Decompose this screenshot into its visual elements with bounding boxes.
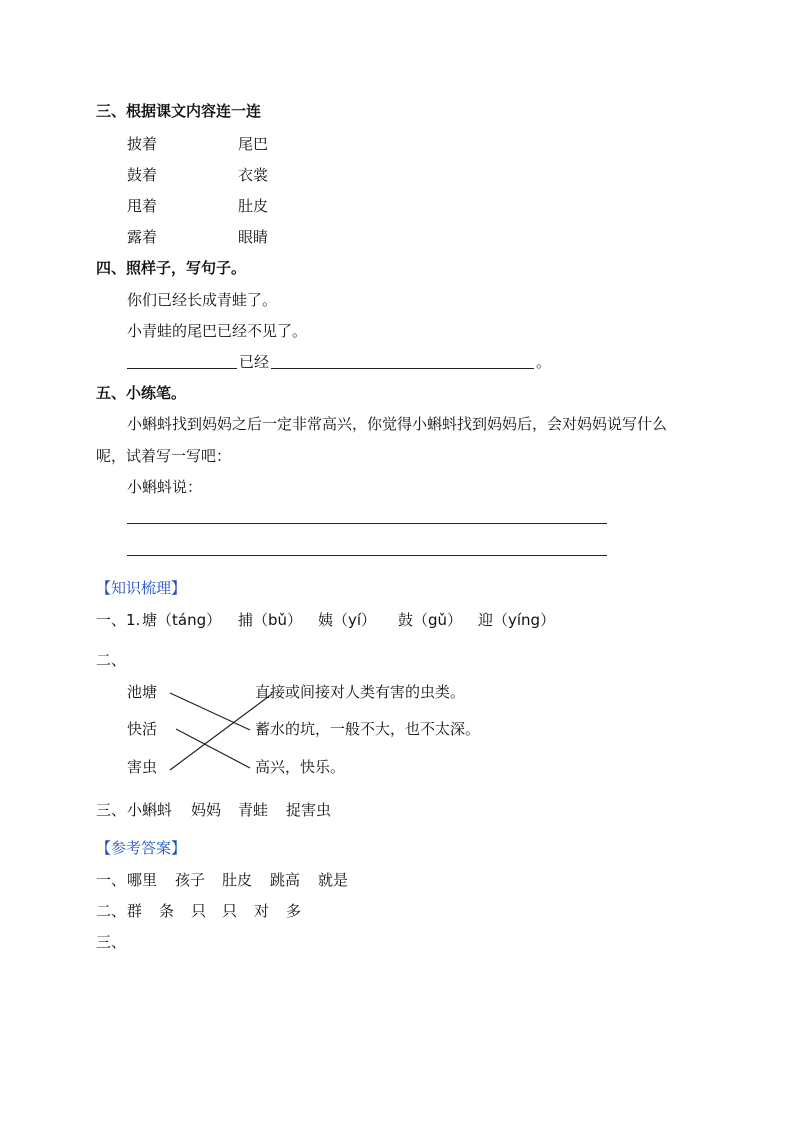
- order-item: 捉害虫: [286, 801, 332, 819]
- match-right-word: 尾巴: [238, 135, 269, 153]
- answer-item: 多: [286, 902, 302, 920]
- order-item: 妈妈: [191, 801, 222, 819]
- knowledge-q3-number: 三、: [96, 801, 127, 819]
- pinyin-item: 迎（yíng）: [478, 611, 556, 629]
- answer-item: 条: [159, 902, 175, 920]
- answer-item: 群: [127, 902, 143, 920]
- knowledge-title: 【知识梳理】: [96, 579, 187, 597]
- pinyin-item: 鼓（gǔ）: [398, 611, 463, 629]
- knowledge-q2-number: 二、: [96, 651, 127, 669]
- answer-item: 孩子: [175, 871, 206, 889]
- match-right-word: 眼睛: [238, 228, 269, 246]
- pinyin-item: 捕（bǔ）: [238, 611, 303, 629]
- answer-3-number: 三、: [96, 933, 127, 951]
- match-line-happy: [176, 729, 250, 768]
- blank-end-mark: 。: [536, 353, 552, 371]
- answer-item: 只: [222, 902, 238, 920]
- order-item: 青蛙: [238, 801, 269, 819]
- example-sentence-2: 小青蛙的尾巴已经不见了。: [127, 322, 308, 340]
- example-sentence-1: 你们已经长成青蛙了。: [127, 291, 278, 309]
- answer-item: 就是: [318, 871, 349, 889]
- answer-2-number: 二、: [96, 902, 127, 920]
- matched-meaning: 蓄水的坑，一般不大，也不太深。: [255, 720, 481, 738]
- matched-meaning: 高兴，快乐。: [255, 758, 346, 776]
- order-item: 小蝌蚪: [127, 801, 173, 819]
- blank-connector: 已经: [239, 353, 270, 371]
- answer-item: 对: [254, 902, 270, 920]
- section-3-heading: 三、根据课文内容连一连: [96, 102, 262, 120]
- match-left-word: 披着: [127, 135, 158, 153]
- answer-1-number: 一、: [96, 871, 127, 889]
- answer-item: 肚皮: [222, 871, 253, 889]
- matched-word: 害虫: [127, 758, 158, 776]
- match-left-word: 鼓着: [127, 166, 158, 184]
- section-5-heading: 五、小练笔。: [96, 384, 187, 402]
- match-line-pond: [170, 693, 250, 730]
- matched-word: 池塘: [127, 683, 158, 701]
- match-left-word: 露着: [127, 228, 158, 246]
- answer-item: 只: [191, 902, 207, 920]
- answers-title: 【参考答案】: [96, 839, 187, 857]
- pinyin-item: 姨（yí）: [318, 611, 377, 629]
- answer-item: 哪里: [127, 871, 158, 889]
- match-right-word: 肚皮: [238, 197, 269, 215]
- writing-speaker-label: 小蝌蚪说：: [127, 478, 203, 496]
- matched-meaning: 直接或间接对人类有害的虫类。: [255, 683, 466, 701]
- pinyin-item: 塘（táng）: [142, 611, 222, 629]
- knowledge-q1-number: 一、1.: [96, 611, 141, 629]
- writing-prompt-line-1: 小蝌蚪找到妈妈之后一定非常高兴，你觉得小蝌蚪找到妈妈后，会对妈妈说写什么: [127, 415, 668, 433]
- match-line-pest: [170, 694, 272, 770]
- section-4-heading: 四、照样子，写句子。: [96, 259, 247, 277]
- matched-word: 快活: [127, 720, 158, 738]
- match-right-word: 衣裳: [238, 166, 269, 184]
- match-left-word: 甩着: [127, 197, 158, 215]
- answer-item: 跳高: [270, 871, 301, 889]
- writing-prompt-line-2: 呢，试着写一写吧：: [96, 447, 232, 465]
